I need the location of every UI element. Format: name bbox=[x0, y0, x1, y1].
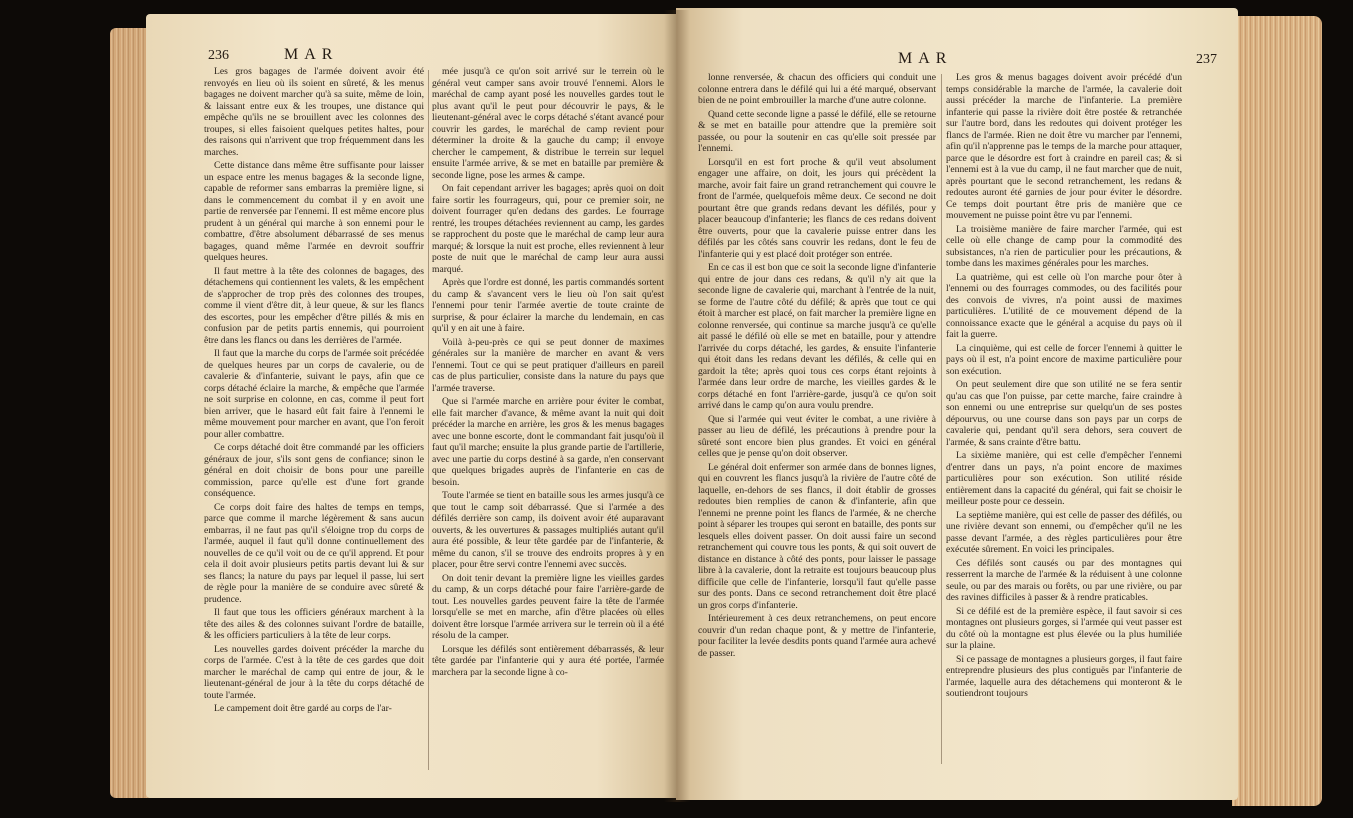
left-page bbox=[146, 14, 676, 798]
paragraph: Ce corps détaché doit être commandé par les officiers généraux de jour, s'ils sont gens de confiance; sinon le général en doit choisir de bons pour une pareille commission, parce qu'elle est d'une fort grande conséquence. bbox=[204, 442, 424, 499]
paragraph: Ces défilés sont causés ou par des montagnes qui resserrent la marche de l'armée & la réduisent à une colonne seule, ou par des marais ou forêts, ou par une rivière, ou par des ravines difficiles à passer & à rendre praticables. bbox=[946, 557, 1182, 603]
paragraph: Que si l'armée marche en arrière pour éviter le combat, elle fait marcher d'avance, & même avant la nuit qui doit précéder la marche en arrière, les gros & les menus bagages avec une bonne escorte, dont le commandant fait jusqu'où il faut qu'il marche; ensuite la plus grande partie de l'artillerie, avec une partie du corps destiné à sa garde, n'en conservant que quelques brigades auprès de l'infanterie en cas de besoin. bbox=[432, 396, 664, 488]
paragraph: La sixième manière, qui est celle d'empêcher l'ennemi d'entrer dans un pays, n'a point encore de maximes particulières pour son exécution. Son utilité réside entièrement dans la capacité du général, qui fait se choisir le meilleur poste pour ce dessein. bbox=[946, 450, 1182, 507]
paragraph: Voilà à-peu-près ce qui se peut donner de maximes générales sur la manière de marcher en avant & vers l'ennemi. Tout ce qui se peut pratiquer d'ailleurs en pareil cas de plus particulier, consiste dans la nature du pays que l'armée traverse. bbox=[432, 336, 664, 394]
page-number: 236 bbox=[208, 48, 229, 63]
paragraph: Toute l'armée se tient en bataille sous les armes jusqu'à ce que tout le camp soit débarrassé. Que si l'armée a des défilés derrière son camp, ils doivent avoir été auparavant ouverts, & les ouvertures & passages multipliés autant qu'il aura été possible, & leur tête gardée par de l'infanterie, & même du canon, s'il se trouve des endroits propres à y en placer, pour être servi contre l'ennemi avec succès. bbox=[432, 490, 664, 570]
paragraph: Ce corps doit faire des haltes de temps en temps, parce que comme il marche légèrement & sans aucun embarras, il ne faut pas qu'il s'éloigne trop du corps de l'armée, auquel il faut qu'il donne continuellement des nouvelles de ce qu'il voit ou de ce qu'il apprend. Et pour cela il doit avoir plusieurs petits partis devant lui & sur ses flancs; la nature du pays par lequel il passe, lui sert de règle pour la manière de se conduire avec sûreté & prudence. bbox=[204, 501, 424, 605]
paragraph: Cette distance dans même être suffisante pour laisser un espace entre les menus bagages & la seconde ligne, capable de reformer sans embarras la première ligne, si dans le commencement du combat il y en avoit une partie de renversée par l'ennemi. Il est même encore plus prudent à un général qui marche à son ennemi pour le combattre, d'être absolument débarrassé de ses menus bagages, quand même l'armée en devroit souffrir quelques heures. bbox=[204, 160, 424, 263]
paragraph: La quatrième, qui est celle où l'on marche pour ôter à l'ennemi ou des fourrages commodes, ou des facilités pour des convois de vivres, n'a point aussi de maximes particulières. L'utilité de ce mouvement dépend de la connoissance exacte que le général a acquise du pays où il fait la guerre. bbox=[946, 271, 1182, 340]
text-column-right-2 bbox=[946, 72, 1182, 702]
paragraph: Intérieurement à ces deux retranchemens, on peut encore couvrir d'un redan chaque pont, & y mettre de l'infanterie, pour faciliter la levée desdits ponts quand l'armée aura achevé de passer. bbox=[698, 613, 937, 659]
paragraph: Les gros bagages de l'armée doivent avoir été renvoyés en lieu où ils soient en sûreté, & les menus bagages ne doivent marcher qu'à sa suite, même de loin, & laissant entre eux & les troupes, une distance qui empêche qu'ils ne se brouillent avec les colonnes des troupes, si elles faisoient quelques petites haltes, pour des raisons qui n'arrivent que trop fréquemment dans les marches. bbox=[204, 66, 424, 158]
paragraph: En ce cas il est bon que ce soit la seconde ligne d'infanterie qui entre de jour dans ces redans, & qu'il n'y ait que la seconde ligne de cavalerie qui, marchant à l'entrée de la nuit, se forme de l'autre côté du défilé; & après que tout ce qui étoit à marcher est placé, on fait marcher la première ligne en colonne renversée, qui continue sa marche jusqu'à ce qu'elle ait passé le défilé où elle se met en bataille, pour y attendre l'arrivée du corps détaché, les gardes, & ensuite l'infanterie qui étoit dans les redans devant les défilés, & celle qui en gardoit la tête; après quoi tous ces corps étant rejoints à l'armée dans leur ordre de marche, les vieilles gardes & le corps détaché en font l'arrière-garde, jusqu'à ce qu'on soit arrivé dans le camp qu'on aura voulu prendre. bbox=[698, 262, 936, 411]
paragraph: Les nouvelles gardes doivent précéder la marche du corps de l'armée. C'est à la tête de ces gardes que doit marcher le maréchal de camp qui entre de jour, & le lieutenant-général de jour à la tête du corps détaché de toute l'armée. bbox=[204, 643, 424, 701]
paragraph: Lorsqu'il en est fort proche & qu'il veut absolument engager une affaire, on doit, les jours qui précèdent la marche, avoir fait faire un grand retranchement qui couvre le front de l'armée, quelquefois même deux. Ce second ne doit pourtant être que grands redans devant les défilés, pour y placer beaucoup d'infanterie; les flancs de ces redans doivent être ouverts, pour que la cavalerie puisse entrer dans les défilés par les côtés sans couvrir les redans, dont le feu de l'infanterie qui y est placé doit protéger son entrée. bbox=[698, 156, 936, 260]
running-head: MAR bbox=[898, 50, 953, 67]
paragraph: Quand cette seconde ligne a passé le défilé, elle se retourne & se met en bataille pour attendre que la première soit passée, ou pour la soutenir en cas qu'elle soit pressée par l'ennemi. bbox=[698, 108, 936, 154]
paragraph: La septième manière, qui est celle de passer des défilés, ou une rivière devant son ennemi, ou d'empêcher qu'il ne les passe devant l'armée, a des règles particulières pour être exécutée sûrement. En voici les principales. bbox=[946, 509, 1182, 555]
paragraph: La troisième manière de faire marcher l'armée, qui est celle où elle change de camp pour la commodité des subsistances, n'a rien de particulier pour les précautions, & tombe dans les maximes générales pour les marches. bbox=[946, 223, 1182, 269]
paragraph: Si ce passage de montagnes a plusieurs gorges, il faut faire entreprendre plusieurs des plus contiguës par l'infanterie de l'armée, laquelle aura des détachemens qui monteront & le soutiendront toujours bbox=[946, 653, 1182, 699]
paragraph: mée jusqu'à ce qu'on soit arrivé sur le terrein où le général veut camper sans avoir trouvé l'ennemi. Alors le maréchal de camp ayant posé les nouvelles gardes tout le plus avant qu'il le peut pour découvrir le pays, & le lieutenant-général avec le corps détaché s'étant avancé pour couvrir les gardes, le maréchal de camp revient pour déterminer la droite & la gauche du camp; il envoye chercher le campement, & distribue le terrein sur lequel ensuite l'armée arrive, & se met en bataille par première & seconde ligne, pose les armes & campe. bbox=[432, 66, 664, 181]
paragraph: Il faut que la marche du corps de l'armée soit précédée de quelques heures par un corps de cavalerie, ou de cavalerie & d'infanterie, suivant le pays, afin que ce corps détaché éclaire la marche, & empêche que l'armée ne soit surprise en colonne, en cas, comme il peut fort bien arriver, que le hasard eût fait faire à l'ennemi le même mouvement pour marcher en avant, que l'on feroit pour aller combattre. bbox=[204, 348, 424, 440]
paragraph: lonne renversée, & chacun des officiers qui conduit une colonne entrera dans le défilé qui lui a été marqué, observant bien de ne point embrouiller la marche d'une autre colonne. bbox=[698, 72, 936, 106]
paragraph: On peut seulement dire que son utilité ne se fera sentir qu'au cas que l'on puisse, par cette marche, faire craindre à son ennemi ou une entreprise sur quelqu'un de ses postes dépourvus, ou une course dans son pays par un corps de cavalerie qui, pendant qu'il sera dehors, sera couvert de l'armée, & sans crainte d'être battu. bbox=[946, 379, 1182, 448]
text-column-left-2 bbox=[432, 66, 664, 680]
paragraph: La cinquième, qui est celle de forcer l'ennemi à quitter le pays où il est, n'a point encore de maxime particulière pour son exécution. bbox=[946, 342, 1182, 377]
running-head: MAR bbox=[284, 46, 339, 63]
paragraph: On doit tenir devant la première ligne les vieilles gardes du camp, & un corps détaché pour faire l'arrière-garde de tout. Les nouvelles gardes peuvent faire la tête de l'armée lorsqu'elle se met en marche, afin d'être placées où elles doivent être lorsque l'armée arrivera sur le terrein où il a été résolu de la camper. bbox=[432, 572, 664, 641]
paragraph: Le général doit enfermer son armée dans de bonnes lignes, qui en couvrent les flancs jusqu'à la rivière de l'autre côté de laquelle, en-dehors de ses flancs, il doit établir de grosses redoutes bien remplies de canon & d'infanterie, afin que l'ennemi ne prenne point les flancs de l'armée, & ne cherche point à séparer les troupes qui seront en bataille, des ponts sur lesquels elles doivent passer. On doit aussi faire un second retranchement qui couvre tous les ponts, & qui soit ouvert de distance en distance à côté des ponts, pour laisser le passage libre à la cavalerie, dont la retraite est toujours beaucoup plus difficile que celle de l'infanterie, lorsqu'il faut qu'elle passe sur des ponts. Dans ce second retranchement doit être placé un gros corps d'infanterie. bbox=[698, 461, 936, 611]
paragraph: Il faut mettre à la tête des colonnes de bagages, des détachemens qui contiennent les valets, & les empêchent de s'approcher de trop près des colonnes des troupes, comme il vient d'être dit, à leur queue, & sur les flancs des escortes, pour les empêcher d'être pillés & mis en confusion par de petits partis ennemis, qui pourroient être dans les flancs ou dans les derrières de l'armée. bbox=[204, 265, 424, 346]
paragraph: Si ce défilé est de la première espèce, il faut savoir si ces montagnes ont plusieurs gorges, si l'armée qui veut passer est du côté où la montagne est plus élevée ou la plus humiliée sur la plaine. bbox=[946, 605, 1182, 651]
paragraph: Il faut que tous les officiers généraux marchent à la tête des ailes & des colonnes suivant l'ordre de bataille, & les officiers particuliers à la tête de leur corps. bbox=[204, 607, 424, 641]
right-page bbox=[676, 8, 1238, 800]
text-column-left-1 bbox=[204, 66, 424, 717]
paragraph: Le campement doit être gardé au corps de l'ar- bbox=[214, 703, 392, 714]
column-rule bbox=[428, 70, 429, 770]
paragraph: Lorsque les défilés sont entièrement débarrassés, & leur tête gardée par l'infanterie qui y aura été portée, l'armée marchera par la seconde ligne à co- bbox=[432, 643, 664, 678]
paragraph: Après que l'ordre est donné, les partis commandés sortent du camp & s'avancent vers le lieu où l'on sait qu'est l'ennemi pour tenir l'armée avertie de toute crainte de surprise, & pour éclairer la marche du lendemain, en cas qu'il y en ait une à faire. bbox=[432, 277, 664, 334]
column-rule bbox=[941, 74, 942, 764]
paragraph: Les gros & menus bagages doivent avoir précédé d'un temps considérable la marche de l'armée, la cavalerie doit aussi précéder la marche de l'infanterie. La première infanterie qui passe la rivière doit être postée & retranchée sur l'autre bord, dans les redoutes qui doivent protéger les flancs de l'armée. Rien ne doit être vu marcher par l'ennemi, afin qu'il n'apprenne pas le temps de la marche pour attaquer, parce que le désordre est fort à craindre en pareil cas; & si l'ennemi est à la vue du camp, il ne faut marcher que de nuit, après pourtant que le second retranchement, les redans & redoutes auront été garnies de jour pour éviter le désordre. Ce temps doit pourtant être pris de manière que ce mouvement ne puisse point être vu par l'ennemi. bbox=[946, 72, 1182, 221]
text-column-right-1 bbox=[698, 72, 936, 661]
right-page-edges bbox=[1232, 16, 1322, 806]
page-number: 237 bbox=[1196, 52, 1217, 67]
paragraph: On fait cependant arriver les bagages; après quoi on doit faire sortir les fourrageurs, qui, pour ce premier soir, ne doivent fourrager qu'en dedans des gardes. Le fourrage rentré, les troupes détachées reviennent au camp, les gardes se rapprochent du poste que le maréchal de camp leur aura marqué; & lorsque la nuit est proche, elles reviennent à leur poste de nuit que le maréchal de camp leur aura aussi marqué. bbox=[432, 183, 664, 275]
paragraph: Que si l'armée qui veut éviter le combat, a une rivière à passer au lieu de défilé, les précautions à prendre pour la sûreté sont encore bien plus grandes. Et voici en général celles que je pense qu'on doit observer. bbox=[698, 413, 936, 459]
